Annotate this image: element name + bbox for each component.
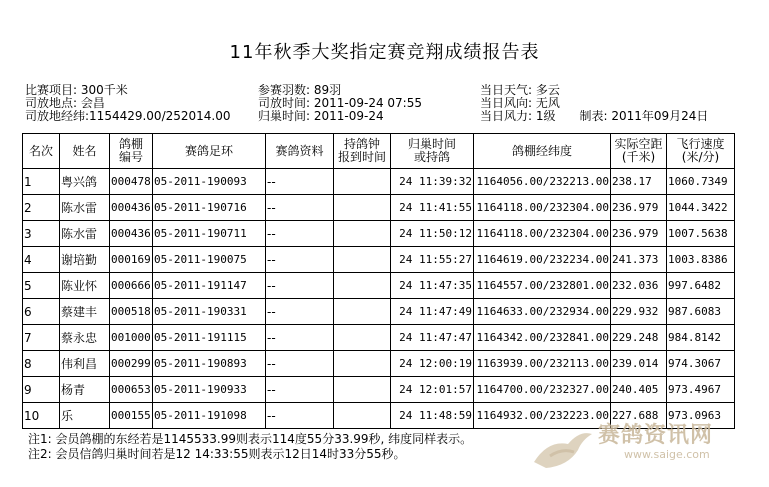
pigeon-logo-icon (528, 410, 598, 474)
table-row (23, 169, 735, 195)
info-column-3 (480, 84, 708, 123)
cell-rank: 1 (23, 169, 60, 195)
cell-rank: 6 (23, 299, 60, 325)
cell-speed: 984.8142 (667, 325, 735, 351)
table-row (23, 247, 735, 273)
watermark-url: www.saige.com (624, 448, 710, 461)
notes (28, 432, 472, 462)
info-column-1 (25, 84, 231, 123)
cell-pigeon-info: -- (266, 221, 334, 247)
cell-speed: 987.6083 (667, 299, 735, 325)
cell-ring: 05-2011-190711 (153, 221, 266, 247)
cell-distance: 227.688 (611, 403, 667, 429)
cell-speed: 997.6482 (667, 273, 735, 299)
entry-count: 参赛羽数: 89羽 (258, 84, 342, 97)
release-location: 司放地点: 会昌 (25, 97, 105, 110)
cell-loft-no: 000478 (110, 169, 153, 195)
header-ring: 赛鸽足环 (153, 134, 266, 169)
cell-loft-no: 000169 (110, 247, 153, 273)
table-row (23, 273, 735, 299)
cell-ring: 05-2011-191115 (153, 325, 266, 351)
cell-pigeon-info: -- (266, 377, 334, 403)
cell-coordinates: 1164700.00/232327.00 (474, 377, 611, 403)
cell-rank: 4 (23, 247, 60, 273)
cell-return-time: 24 11:39:32 (391, 169, 474, 195)
wind-force: 当日风力: 1级 (480, 110, 556, 123)
cell-speed: 973.0963 (667, 403, 735, 429)
cell-rank: 5 (23, 273, 60, 299)
header-row (23, 134, 735, 169)
cell-name: 陈业怀 (60, 273, 110, 299)
cell-ring: 05-2011-190331 (153, 299, 266, 325)
cell-ring: 05-2011-191147 (153, 273, 266, 299)
cell-rank: 9 (23, 377, 60, 403)
cell-coordinates: 1164056.00/232213.00 (474, 169, 611, 195)
table-row (23, 325, 735, 351)
cell-coordinates: 1164932.00/232223.00 (474, 403, 611, 429)
cell-return-time: 24 11:55:27 (391, 247, 474, 273)
cell-clock-time (334, 273, 391, 299)
report-title: 11年秋季大奖指定赛竞翔成绩报告表 (229, 42, 540, 63)
cell-pigeon-info: -- (266, 247, 334, 273)
cell-clock-time (334, 351, 391, 377)
cell-name: 杨青 (60, 377, 110, 403)
table-row (23, 351, 735, 377)
cell-distance: 240.405 (611, 377, 667, 403)
cell-loft-no: 000666 (110, 273, 153, 299)
cell-rank: 10 (23, 403, 60, 429)
cell-speed: 974.3067 (667, 351, 735, 377)
header-coordinates: 鸽棚经纬度 (474, 134, 611, 169)
cell-clock-time (334, 221, 391, 247)
cell-speed: 1060.7349 (667, 169, 735, 195)
cell-loft-no: 000299 (110, 351, 153, 377)
cell-loft-no: 000155 (110, 403, 153, 429)
cell-ring: 05-2011-190093 (153, 169, 266, 195)
cell-ring: 05-2011-190933 (153, 377, 266, 403)
cell-loft-no: 000436 (110, 221, 153, 247)
weather: 当日天气: 多云 (480, 84, 560, 97)
cell-coordinates: 1164118.00/232304.00 (474, 195, 611, 221)
cell-pigeon-info: -- (266, 351, 334, 377)
cell-name: 陈水雷 (60, 221, 110, 247)
results-table (22, 133, 735, 429)
return-date: 归巢时间: 2011-09-24 (258, 110, 384, 123)
cell-return-time: 24 11:47:49 (391, 299, 474, 325)
cell-rank: 7 (23, 325, 60, 351)
cell-distance: 229.932 (611, 299, 667, 325)
cell-clock-time (334, 325, 391, 351)
cell-ring: 05-2011-190075 (153, 247, 266, 273)
header-speed: 飞行速度 (米/分) (667, 134, 735, 169)
cell-clock-time (334, 403, 391, 429)
table-row (23, 377, 735, 403)
cell-distance: 238.17 (611, 169, 667, 195)
cell-ring: 05-2011-190893 (153, 351, 266, 377)
cell-clock-time (334, 195, 391, 221)
made-date: 制表: 2011年09月24日 (579, 110, 709, 123)
table-row (23, 221, 735, 247)
cell-speed: 1044.3422 (667, 195, 735, 221)
race-item: 比赛项目: 300千米 (25, 84, 128, 97)
header-name: 姓名 (60, 134, 110, 169)
cell-rank: 3 (23, 221, 60, 247)
cell-return-time: 24 11:41:55 (391, 195, 474, 221)
cell-pigeon-info: -- (266, 195, 334, 221)
cell-return-time: 24 11:47:35 (391, 273, 474, 299)
note-1: 注1: 会员鸽棚的东经若是1145533.99则表示114度55分33.99秒, 纬度同样表示。 (28, 432, 473, 446)
cell-pigeon-info: -- (266, 403, 334, 429)
info-column-2 (258, 84, 422, 123)
header-pigeon-info: 赛鸽资料 (266, 134, 334, 169)
cell-distance: 236.979 (611, 221, 667, 247)
cell-name: 陈水雷 (60, 195, 110, 221)
cell-rank: 8 (23, 351, 60, 377)
cell-coordinates: 1164118.00/232304.00 (474, 221, 611, 247)
release-time: 司放时间: 2011-09-24 07:55 (258, 97, 422, 110)
cell-coordinates: 1164619.00/232234.00 (474, 247, 611, 273)
cell-ring: 05-2011-190716 (153, 195, 266, 221)
cell-pigeon-info: -- (266, 325, 334, 351)
cell-return-time: 24 12:00:19 (391, 351, 474, 377)
cell-loft-no: 000436 (110, 195, 153, 221)
cell-name: 蔡永忠 (60, 325, 110, 351)
cell-pigeon-info: -- (266, 169, 334, 195)
cell-name: 乐 (60, 403, 110, 429)
cell-speed: 1003.8386 (667, 247, 735, 273)
cell-return-time: 24 11:50:12 (391, 221, 474, 247)
cell-speed: 973.4967 (667, 377, 735, 403)
cell-loft-no: 001000 (110, 325, 153, 351)
cell-loft-no: 000518 (110, 299, 153, 325)
cell-coordinates: 1163939.00/232113.00 (474, 351, 611, 377)
watermark-text: 赛鸽资讯网 (598, 423, 714, 448)
wind-direction: 当日风向: 无风 (480, 97, 560, 110)
cell-rank: 2 (23, 195, 60, 221)
cell-clock-time (334, 169, 391, 195)
cell-name: 伟利昌 (60, 351, 110, 377)
cell-clock-time (334, 299, 391, 325)
table-row (23, 195, 735, 221)
cell-name: 谢培勤 (60, 247, 110, 273)
header-return-time: 归巢时间 或持鸽 (391, 134, 474, 169)
cell-coordinates: 1164633.00/232934.00 (474, 299, 611, 325)
cell-speed: 1007.5638 (667, 221, 735, 247)
cell-return-time: 24 11:47:47 (391, 325, 474, 351)
cell-distance: 239.014 (611, 351, 667, 377)
cell-distance: 241.373 (611, 247, 667, 273)
cell-name: 粤兴鸽 (60, 169, 110, 195)
cell-distance: 232.036 (611, 273, 667, 299)
cell-clock-time (334, 247, 391, 273)
cell-name: 蔡建丰 (60, 299, 110, 325)
header-loft-no: 鸽棚 编号 (110, 134, 153, 169)
cell-ring: 05-2011-191098 (153, 403, 266, 429)
table-row (23, 299, 735, 325)
cell-pigeon-info: -- (266, 273, 334, 299)
cell-coordinates: 1164342.00/232841.00 (474, 325, 611, 351)
cell-coordinates: 1164557.00/232801.00 (474, 273, 611, 299)
header-clock-time: 持鸽钟 报到时间 (334, 134, 391, 169)
cell-distance: 236.979 (611, 195, 667, 221)
note-2: 注2: 会员信鸽归巢时间若是12 14:33:55则表示12日14时33分55秒。 (28, 447, 406, 461)
release-coordinates: 司放地经纬:1154429.00/252014.00 (25, 110, 231, 123)
watermark-logo (528, 410, 748, 480)
cell-loft-no: 000653 (110, 377, 153, 403)
header-rank: 名次 (23, 134, 60, 169)
header-distance: 实际空距 (千米) (611, 134, 667, 169)
cell-pigeon-info: -- (266, 299, 334, 325)
cell-distance: 229.248 (611, 325, 667, 351)
cell-return-time: 24 11:48:59 (391, 403, 474, 429)
cell-return-time: 24 12:01:57 (391, 377, 474, 403)
cell-clock-time (334, 377, 391, 403)
